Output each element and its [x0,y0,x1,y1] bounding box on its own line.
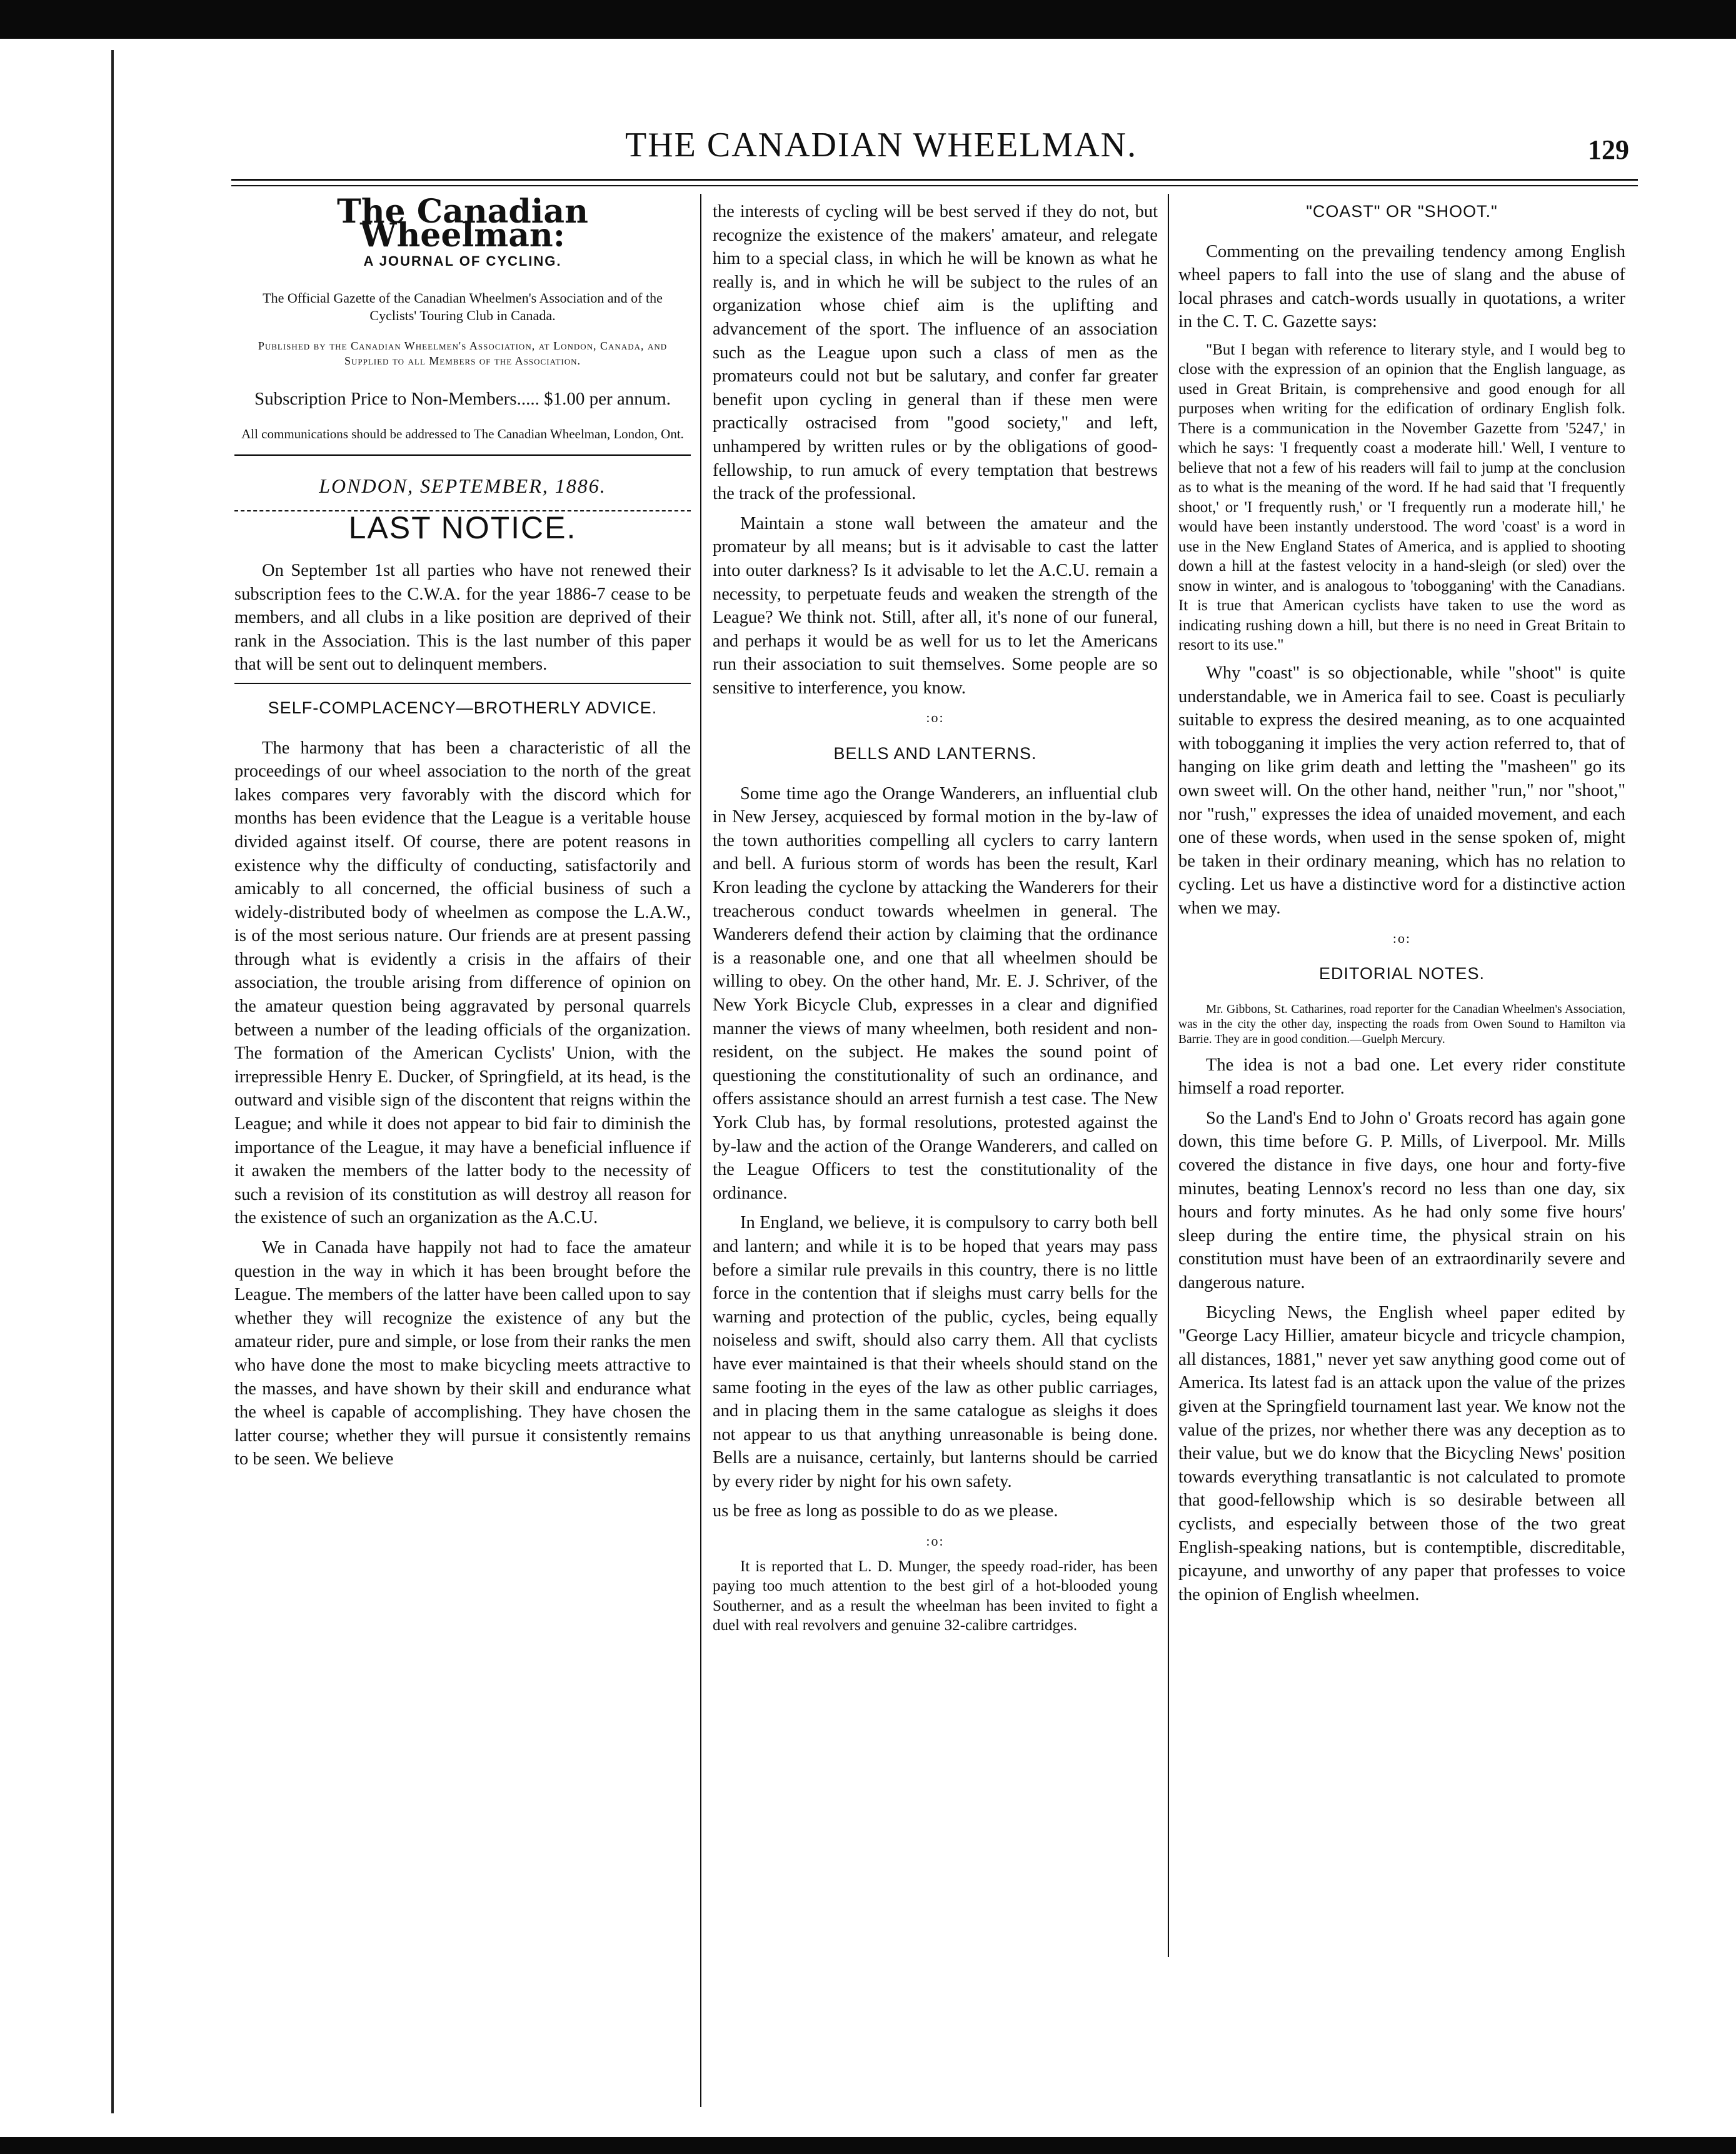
gibbons-note: Mr. Gibbons, St. Catharines, road reporter for the Canadian Wheelmen's Association, was in the city the other day, inspecting the roads from Owen Sound to Hamilton via Barrie. They are in good condition.—Guelph Mercury. [1178,1002,1625,1046]
coast-quote: "But I began with reference to literary style, and I would beg to close with the expression of an opinion that the English language, as used in Great Britain, is comprehensive and good enough for all purposes when writing for the edification of ordinary English folk. There is a communication in the November Gazette from '5247,' in which he says: 'I frequently coast a moderate hill.' Well, I venture to believe that not a few of his readers will fail to jump at the conclusion as to what is the meaning of the word. If he had said that 'I frequently shoot,' or 'I frequently rush,' or 'I frequently run a moderate hill,' he would have been instantly understood. The word 'coast' is a word in use in the New England States of America, and is applied to shooting down a hill at the fastest velocity in a hand-sleigh (or sled) over the snow in winter, and is analogous to 'tobogganing' with the Canadians. It is true that American cyclists have taken to use the word as indicating rushing down a hill, but there is no need in Great Britain to resort to its use." [1178,341,1625,654]
column-3 [1178,200,1625,1613]
section-divider-ornament: :o: [926,1533,945,1549]
self-complacency-paragraph-2: We in Canada have happily not had to face the amateur question in the way in which it has been brought before the League. The members of the latter have been called upon to say whether they will recognize the existence of any but the amateur rider, pure and simple, or lose from their ranks the men who have done the most to make bicycling meets attractive to the masses, and have shown by their skill and endurance what the wheel is capable of accomplishing. They have chosen the latter course; whether they will pursue it consistently remains to be seen. We believe [234,1238,691,1469]
section-divider [234,683,691,684]
column-1 [234,193,691,1477]
last-notice-body: On September 1st all parties who have not renewed their subscription fees to the C.W.A. for the year 1886-7 cease to be members, and all clubs in a like position are deprived of their rank in the Association. This is the last number of this paper that will be sent out to delinquent members. [234,560,691,675]
column-rule-1 [700,194,701,2107]
self-complacency-paragraph-1: The harmony that has been a characteristic of all the proceedings of our wheel association to the north of the great lakes compares very favorably with the discord which for months has been evidence that the League is a veritable house divided against itself. Of course, there are potent reasons in existence why the difficulty of conducting, satisfactorily and amicably to all concerned, the official business of such a widely-distributed body of wheelmen as compose the L.A.W., is of the most serious nature. Our friends are at present passing through what is evidently a crisis in the affairs of their association, the trouble arising from difference of opinion on the amateur question being aggravated by personal quarrels between a number of the leading officials of the organization. The formation of the American Cyclists' Union, with the irrepressible Henry E. Ducker, of Springfield, at its head, is the outward and visible sign of the discontent that reigns within the League; and while it does not appear to bid fair to diminish the importance of the League, it may have a beneficial influence if it awaken the members of the latter body to the necessity of such a revision of its constitution as will destroy all reason for the existence of such an organization as the A.C.U. [234,738,691,1228]
bells-lanterns-heading: BELLS AND LANTERNS. [833,744,1037,763]
self-complacency-paragraph-4: Maintain a stone wall between the amateur and the promateur by all means; but is it advisable to cast the latter into outer darkness? Is it advisable to let the A.C.U. remain a necessity, to perpetuate feuds and weaken the strength of the League? We think not. Still, after all, it's none of our funeral, and perhaps it would be as well for us to let the Americans run their association to suit themselves. Some people are so sensitive to interference, you know. [713,513,1158,698]
coast-paragraph-2: Why "coast" is so objectionable, while "shoot" is quite understandable, we in America fail to see. Coast is peculiarly suitable to express the desired meaning, as to one acquainted with tobogganing it implies the very action referred to, that of hanging on like grim death and letting the "masheen" go its own sweet will. On the other hand, neither "run," nor "shoot," nor "rush," expresses the idea of unaided movement, and each one of these words, when used in the sense spoken of, might be taken in their ordinary meaning, which has no relation to cycling. Let us have a distinctive word for a distinctive action when we may. [1178,663,1625,918]
subscription-price: Subscription Price to Non-Members..... $1.00 per annum. [254,388,671,409]
scan-top-border [0,0,1736,39]
last-notice-heading: LAST NOTICE. [348,510,577,546]
header-rule-thin [231,185,1638,186]
munger-paragraph: It is reported that L. D. Munger, the speedy road-rider, has been paying too much attention to the best girl of a hot-blooded young Southerner, and as a result the wheelman has been invited to fight a duel with real revolvers and genuine 32-calibre cartridges. [713,1558,1158,1634]
contact-note: All communications should be addressed to The Canadian Wheelman, London, Ont. [241,426,684,441]
coast-shoot-heading: "COAST" OR "SHOOT." [1306,202,1498,221]
editorial-paragraph-1: The idea is not a bad one. Let every rider constitute himself a road reporter. [1178,1055,1625,1099]
coast-paragraph-1: Commenting on the prevailing tendency among English wheel papers to fall into the use of slang and the abuse of local phrases and catch-words usually in quotations, a writer in the C. T. C. Gazette says: [1178,241,1625,332]
self-complacency-heading: SELF-COMPLACENCY—BROTHERLY ADVICE. [268,698,658,717]
masthead-divider [234,454,691,458]
editorial-paragraph-3: Bicycling News, the English wheel paper edited by "George Lacy Hillier, amateur bicycle and tricycle champion, all distances, 1881," never yet saw anything good come out of America. Its latest fad is an attack upon the value of the prizes given at the Springfield tournament last year. We know not the value of the prizes, nor whether there was any deception as to their value, but we do know that the Bicycling News' position towards everything transatlantic is not calculated to promote that good-fellowship which is so desirable between all cyclists, and especially between those of the two great English-speaking nations, but is contemptible, discreditable, picayune, and unworthy of any paper that professes to voice the opinion of English wheelmen. [1178,1302,1625,1604]
masthead-subtitle: A JOURNAL OF CYCLING. [363,253,562,269]
page-number: 129 [1588,134,1629,165]
bells-paragraph-1: Some time ago the Orange Wanderers, an influential club in New Jersey, acquiesced by formal motion in the by-law of the town authorities compelling all cyclers to carry lantern and bell. A furious storm of words has been the result, Karl Kron leading the cyclone by attacking the Wanderers for their treacherous conduct towards wheelmen in general. The Wanderers defend their action by claiming that the ordinance is a reasonable one, and one that all wheelmen should be willing to obey. On the other hand, Mr. E. J. Schriver, of the New York Bicycle Club, expresses in a clear and dignified manner the views of many wheelmen, both resident and non-resident, on the subject. He makes the sound point of questioning the constitutionality of such an ordinance, and offers assistance should an arrest furnish a test case. The New York Club has, by formal resolutions, protested against the by-law and the action of the Orange Wanderers, and called on the League Officers to test the constitutionality of the ordinance. [713,783,1158,1203]
scan-left-edge [111,50,114,2113]
header-rule [231,179,1638,181]
scan-bottom-border [0,2137,1736,2154]
column-rule-2 [1168,194,1169,1957]
section-divider-ornament: :o: [1392,930,1412,946]
dateline: LONDON, SEPTEMBER, 1886. [319,474,606,497]
self-complacency-paragraph-3: the interests of cycling will be best served if they do not, but recognize the existence of the makers' amateur, and relegate him to a special class, in which he will be known as what he really is, and in which he will be subject to the rules of an organization whose chief aim is the uplifting and advancement of the sport. The influence of an association such as the League upon such a class of men as the promateurs could not but be salutary, and confer far greater benefit upon cycling in general than if these men were practically ostracised from "good society," and left, unhampered by written rules or by the obligations of good-fellowship, to run amuck of every temptation that bestrews the track of the professional. [713,202,1158,504]
publisher-note: Published by the Canadian Wheelmen's Association, at London, Canada, and Supplied to all Members of the Association. [258,339,668,367]
masthead-title: The Canadian Wheelman: [337,193,588,254]
section-divider-ornament: :o: [926,710,945,726]
bells-paragraph-3: us be free as long as possible to do as we please. [713,1501,1058,1521]
editorial-notes-heading: EDITORIAL NOTES. [1318,964,1485,984]
official-gazette-note: The Official Gazette of the Canadian Wheelmen's Association and of the Cyclists' Touring Club in Canada. [263,289,663,323]
bells-paragraph-2: In England, we believe, it is compulsory to carry both bell and lantern; and while it is to be hoped that years may pass before a similar rule prevails in this country, there is no little force in the contention that if sleighs must carry bells for the warning and protection of the public, cycles, being equally noiseless and swift, should also carry them. All that cyclists have ever maintained is that their wheels should stand on the same footing in the eyes of the law as other public carriages, and in placing them in the same catalogue as sleighs it does not appear to us that anything unreasonable is being done. Bells are a nuisance, certainly, but lanterns should be carried by every rider by night for his own safety. [713,1213,1158,1491]
column-2 [713,200,1158,1642]
editorial-paragraph-2: So the Land's End to John o' Groats record has again gone down, this time before G. P. Mills, of Liverpool. Mr. Mills covered the distance in five days, one hour and forty-five minutes, beating Lennox's record no less than one day, six hours and forty minutes. As he had only some five hours' sleep during the entire time, the physical strain on his constitution must have been of an extraordinarily severe and dangerous nature. [1178,1108,1625,1293]
running-title: THE CANADIAN WHEELMAN. [625,126,1138,164]
